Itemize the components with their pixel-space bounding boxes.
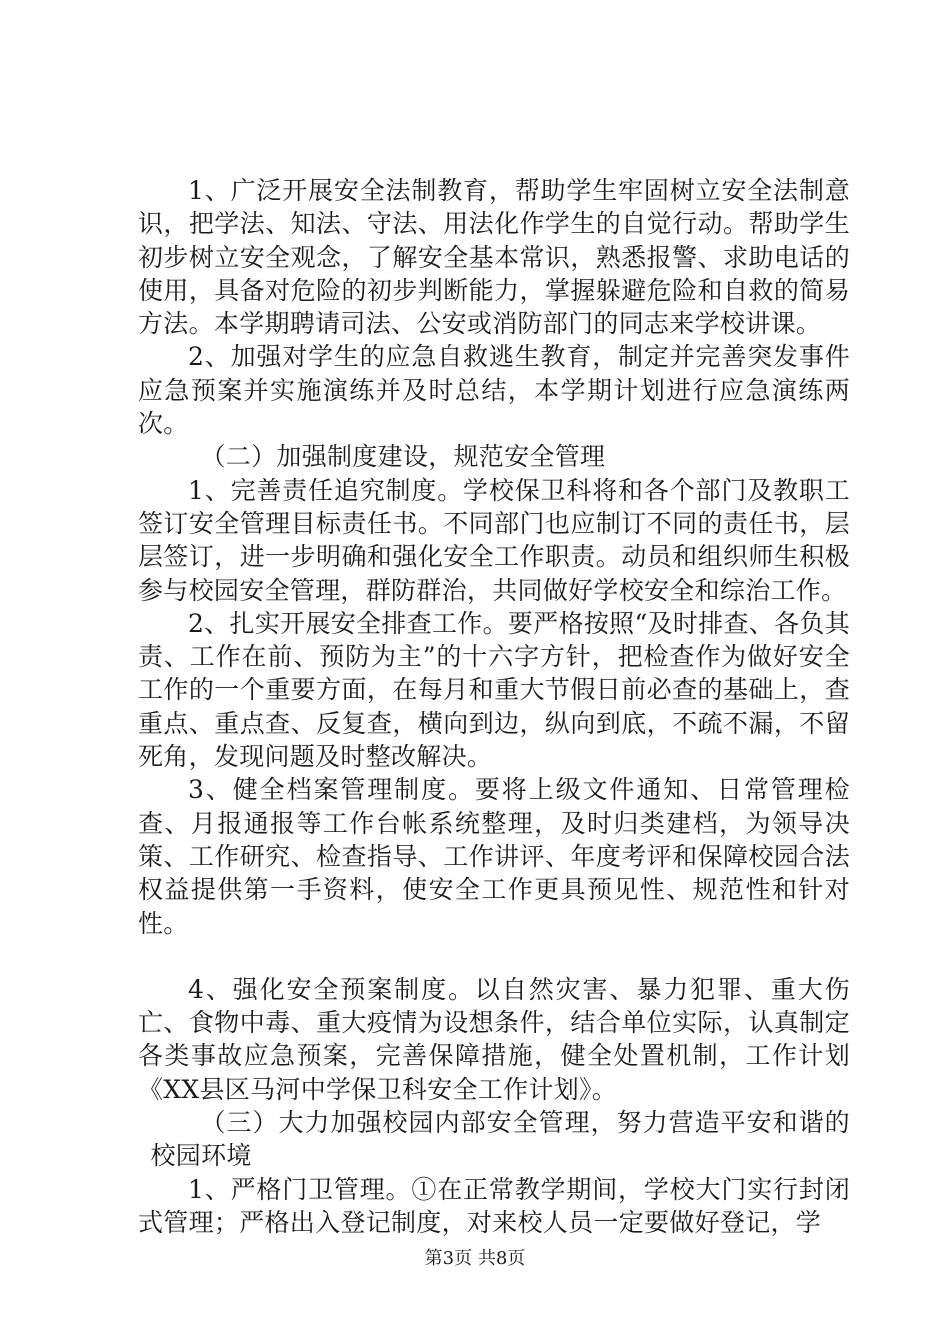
paragraph-emergency-plan: 4、强化安全预案制度。以自然灾害、暴力犯罪、重大伤亡、食物中毒、重大疫情为设想条件，结合单位实际，认真制定各类事故应急预案，完善保障措施，健全处置机制，工作计划《XX县区马河中学保卫科安全工作计划》。 bbox=[138, 974, 850, 1104]
section-heading-campus-safety: （三）大力加强校园内部安全管理，努力营造平安和谐的校园环境 bbox=[150, 1108, 850, 1171]
document-body bbox=[138, 174, 850, 1239]
paragraph-archive-management: 3、健全档案管理制度。要将上级文件通知、日常管理检查、月报通报等工作台帐系统整理，及时归类建档，为领导决策、工作研究、检查指导、工作讲评、年度考评和保障校园合法权益提供第一手资料，使安全工作更具预见性、规范性和针对性。 bbox=[138, 775, 850, 938]
section-heading-system-building: （二）加强制度建设，规范安全管理 bbox=[200, 442, 606, 472]
paragraph-legal-education: 1、广泛开展安全法制教育，帮助学生牢固树立安全法制意识，把学法、知法、守法、用法化作学生的自觉行动。帮助学生初步树立安全观念，了解安全基本常识，熟悉报警、求助电话的使用，具备对危险的初步判断能力，掌握躲避危险和自救的简易方法。本学期聘请司法、公安或消防部门的同志来学校讲课。 bbox=[138, 176, 850, 339]
paragraph-emergency-education: 2、加强对学生的应急自救逃生教育，制定并完善突发事件应急预案并实施演练并及时总结，本学期计划进行应急演练两次。 bbox=[138, 342, 850, 439]
paragraph-gate-management: 1、严格门卫管理。①在正常教学期间，学校大门实行封闭式管理；严格出入登记制度，对来校人员一定要做好登记，学 bbox=[138, 1174, 850, 1237]
paragraph-responsibility-system: 1、完善责任追究制度。学校保卫科将和各个部门及教职工签订安全管理目标责任书。不同部门也应制订不同的责任书，层层签订，进一步明确和强化安全工作职责。动员和组织师生积极参与校园安全管理，群防群治，共同做好学校安全和综治工作。 bbox=[138, 475, 850, 605]
page-number-footer: 第3页 共8页 bbox=[424, 1248, 526, 1269]
paragraph-safety-inspection: 2、扎实开展安全排查工作。要严格按照“及时排查、各负其责、工作在前、预防为主”的十六字方针，把检查作为做好安全工作的一个重要方面，在每月和重大节假日前必查的基础上，查重点、重点查、反复查，横向到边，纵向到底，不疏不漏，不留死角，发现问题及时整改解决。 bbox=[138, 608, 850, 772]
